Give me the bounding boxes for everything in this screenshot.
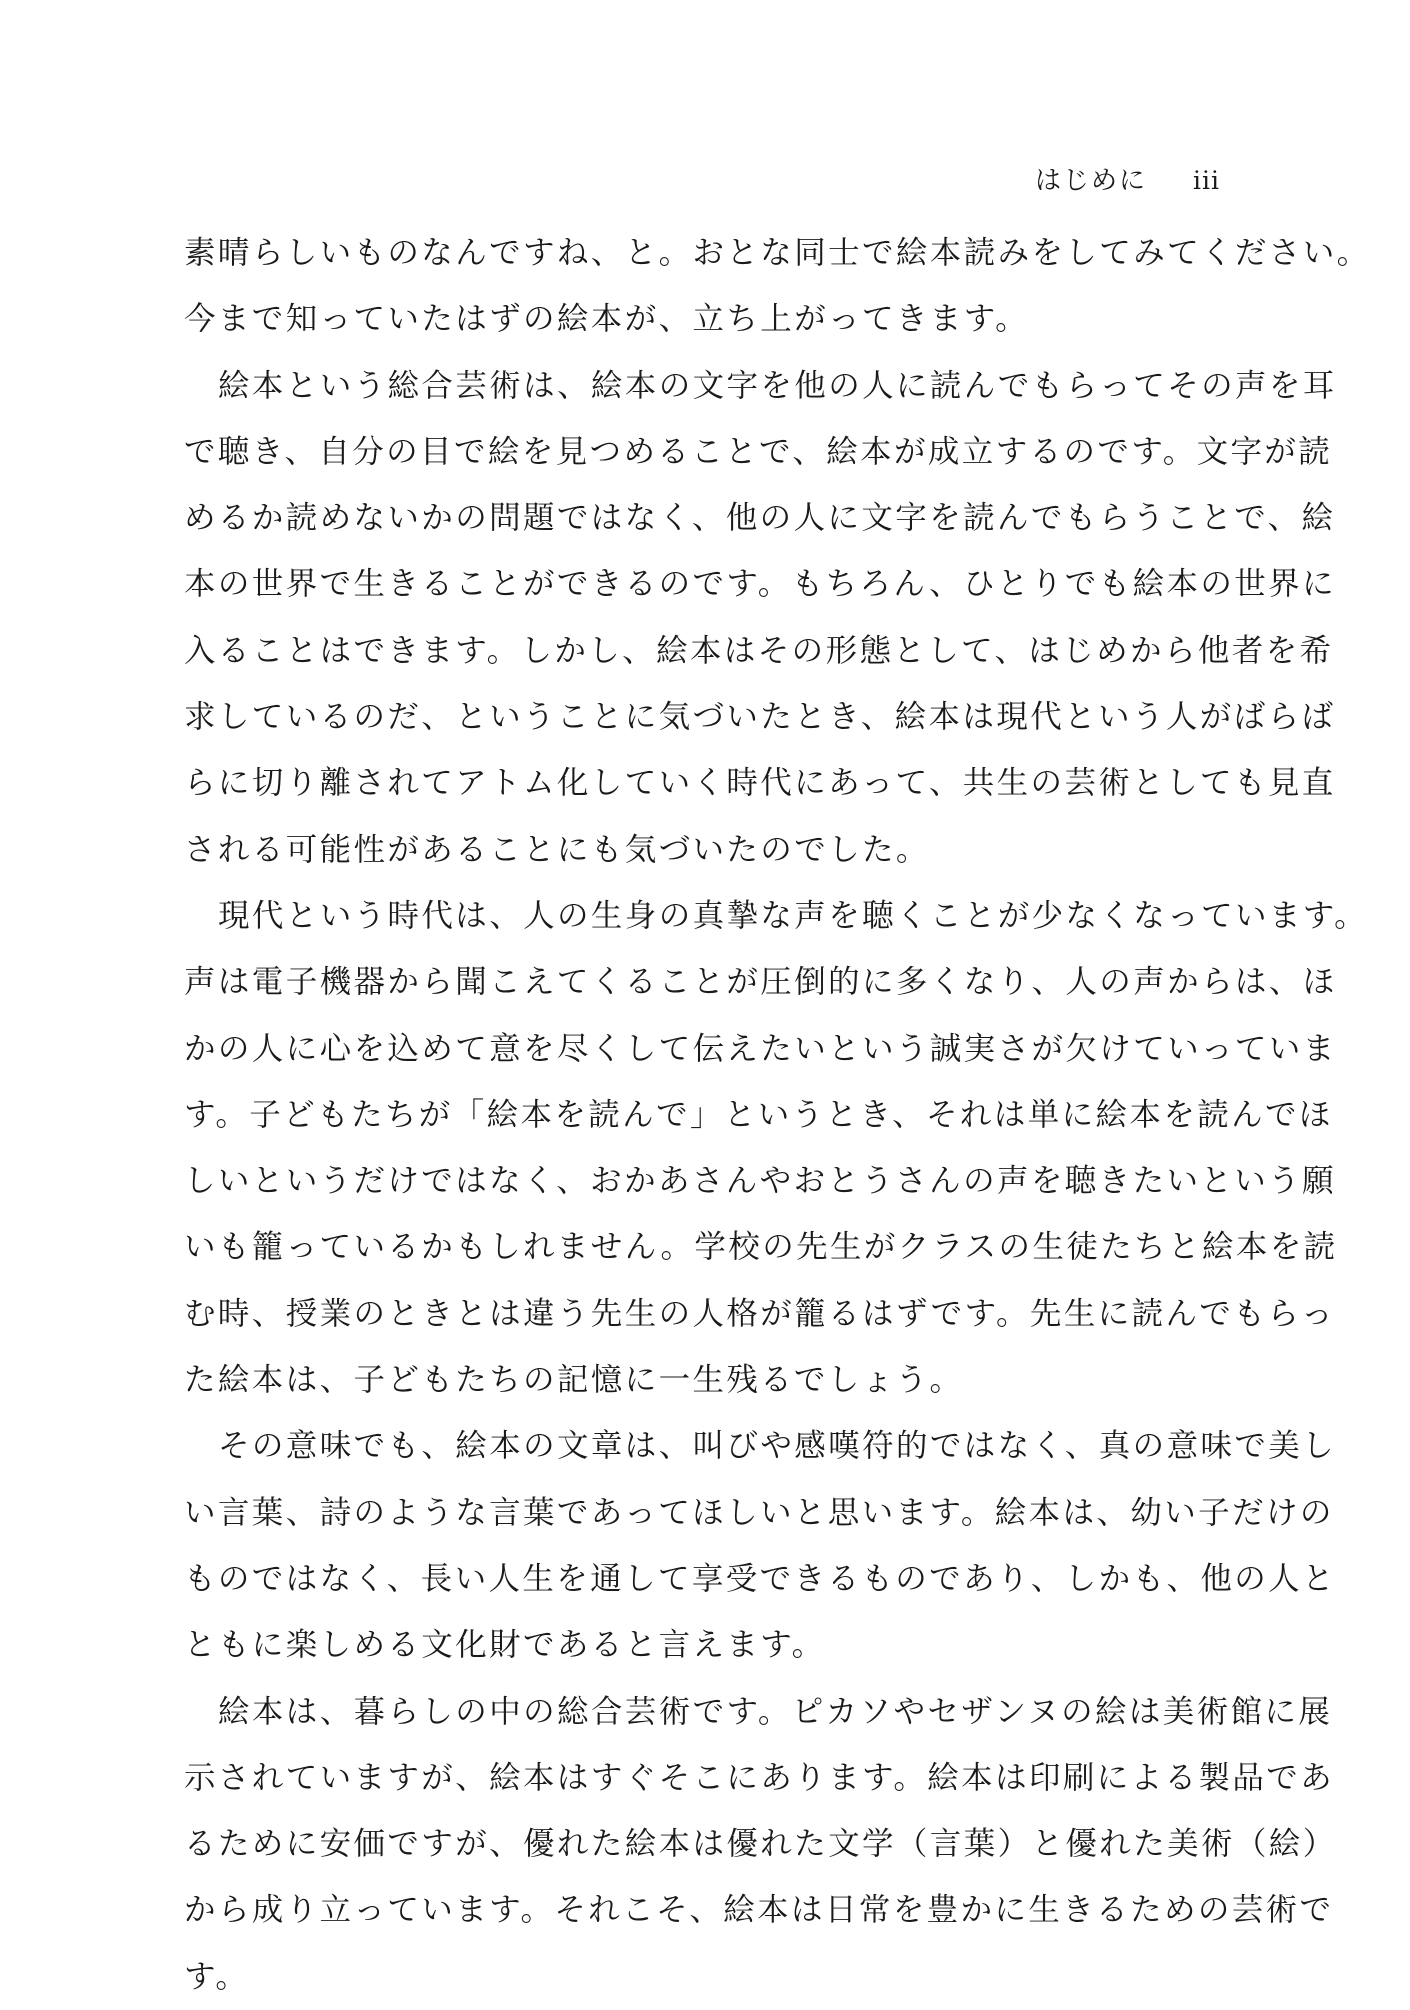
text-line: 示されていますが、絵本はすぐそこにあります。絵本は印刷による製品であ	[184, 1759, 1335, 1796]
text-line: しいというだけではなく、おかあさんやおとうさんの声を聴きたいという願	[184, 1163, 1336, 1200]
text-line: 今まで知っていたはずの絵本が、立ち上がってきます。	[184, 301, 1029, 338]
running-header	[1035, 160, 1220, 197]
text-line: す。	[184, 1958, 250, 1995]
text-line: 素晴らしいものなんですね、と。おとな同士で絵本読みをしてみてください。	[184, 235, 1371, 271]
text-line: 声は電子機器から聞こえてくることが圧倒的に多くなり、人の声からは、ほ	[184, 964, 1337, 1001]
text-line: 絵本という総合芸術は、絵本の文字を他の人に読んでもらってその声を耳	[218, 367, 1337, 404]
chapter-title: はじめに	[1034, 166, 1147, 196]
text-line: ものではなく、長い人生を通して享受できるものであり、しかも、他の人と	[184, 1560, 1336, 1597]
text-line: その意味でも、絵本の文章は、叫びや感嘆符的ではなく、真の意味で美し	[218, 1428, 1337, 1465]
body-text	[184, 220, 1371, 2010]
text-line: かの人に心を込めて意を尽くして伝えたいという誠実さが欠けていっていま	[184, 1030, 1337, 1067]
text-line: す。子どもたちが「絵本を読んで」というとき、それは単に絵本を読んでほ	[184, 1096, 1333, 1133]
text-line: るために安価ですが、優れた絵本は優れた文学（言葉）と優れた美術（絵）	[184, 1826, 1337, 1863]
text-line: 現代という時代は、人の生身の真摯な声を聴くことが少なくなっています。	[218, 897, 1369, 934]
text-line: い言葉、詩のような言葉であってほしいと思います。絵本は、幼い子だけの	[184, 1494, 1334, 1531]
text-line: む時、授業のときとは違う先生の人格が籠るはずです。先生に読んでもらっ	[184, 1295, 1336, 1332]
text-line: される可能性があることにも気づいたのでした。	[184, 831, 930, 868]
text-line: めるか読めないかの問題ではなく、他の人に文字を読んでもらうことで、絵	[184, 500, 1336, 537]
text-line: た絵本は、子どもたちの記憶に一生残るでしょう。	[184, 1362, 964, 1399]
text-line: 本の世界で生きることができるのです。もちろん、ひとりでも絵本の世界に	[184, 566, 1336, 603]
text-line: で聴き、自分の目で絵を見つめることで、絵本が成立するのです。文字が読	[184, 433, 1333, 470]
text-line: ともに楽しめる文化財であると言えます。	[184, 1627, 826, 1664]
text-line: いも籠っているかもしれません。学校の先生がクラスの生徒たちと絵本を読	[184, 1229, 1338, 1266]
text-line: 絵本は、暮らしの中の総合芸術です。ピカソやセザンヌの絵は美術館に展	[218, 1693, 1333, 1730]
text-line: 求しているのだ、ということに気づいたとき、絵本は現代という人がばらば	[184, 699, 1336, 736]
page-number: iii	[1193, 166, 1220, 195]
text-line: から成り立っています。それこそ、絵本は日常を豊かに生きるための芸術で	[184, 1892, 1334, 1929]
text-line: らに切り離されてアトム化していく時代にあって、共生の芸術としても見直	[184, 765, 1336, 802]
text-line: 入ることはできます。しかし、絵本はその形態として、はじめから他者を希	[184, 632, 1334, 669]
